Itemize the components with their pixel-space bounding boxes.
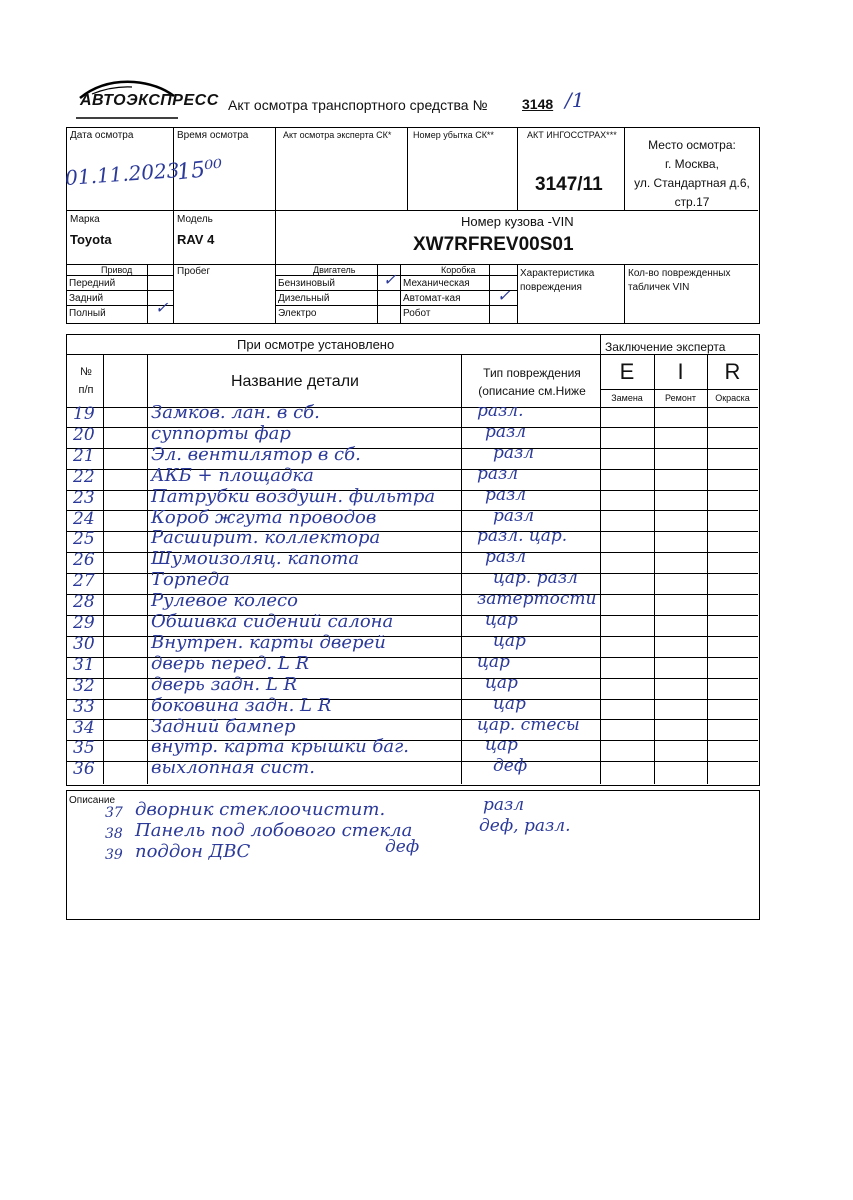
date-value: 01.11.2023 (64, 158, 181, 190)
col-i-header: I (677, 359, 684, 384)
row-number: 25 (73, 529, 95, 550)
damage-type: разл (493, 505, 535, 526)
damage-type: цар (493, 630, 526, 651)
row-number: 36 (73, 759, 95, 780)
part-name: Шумоизоляц. капота (151, 548, 360, 570)
damage-type-line-1: Тип повреждения (483, 366, 581, 380)
mileage-label: Пробег (177, 266, 211, 277)
col-r-header: R (724, 359, 741, 384)
damage-type: разл (485, 484, 527, 505)
row-number: 19 (73, 404, 95, 424)
damage-type: затертости (477, 589, 597, 610)
place-city: г. Москва, (665, 157, 719, 171)
part-name: боковина задн. L R (151, 694, 332, 716)
time-label: Время осмотра (177, 130, 249, 141)
damage-char-line-1: Характеристика (520, 268, 595, 279)
damage-type-line-2: (описание см.Ниже (478, 384, 586, 398)
damage-type-header (465, 364, 599, 400)
row-number: 26 (73, 550, 95, 571)
part-name: Торпеда (151, 569, 230, 591)
part-name: Внутрен. карты дверей (151, 631, 386, 653)
part-name: выхлопная сист. (151, 757, 315, 779)
description-line-number: 37 (105, 805, 123, 821)
drive-label: Привод (101, 265, 133, 275)
description-line-type: деф, разл. (479, 816, 571, 836)
date-label: Дата осмотра (70, 130, 134, 141)
part-name-header: Название детали (231, 373, 359, 390)
part-name: Расширит. коллектора (151, 527, 381, 549)
vin-plates-line-1: Кол-во поврежденных (628, 268, 731, 279)
row-number: 31 (73, 654, 95, 675)
document-number: 3148 (522, 96, 554, 112)
part-name: Замков. лан. в сб. (151, 402, 320, 423)
num-label-1: № (80, 366, 92, 378)
part-name: внутр. карта крышки баг. (151, 736, 409, 758)
damage-type: разл (477, 463, 519, 484)
document-title: Акт осмотра транспортного средства № (228, 97, 488, 113)
table-row (67, 756, 758, 783)
row-number: 28 (73, 592, 95, 613)
ingos-label: АКТ ИНГОССТРАХ*** (527, 130, 617, 140)
damage-type: разл (485, 547, 527, 568)
row-number: 20 (73, 424, 95, 445)
place-label: Место осмотра: (648, 138, 736, 152)
vehicle-info-table (66, 127, 760, 324)
description-line-number: 39 (105, 847, 123, 863)
drive-full-check: ✓ (155, 298, 169, 317)
description-line-text: поддон ДВС (135, 841, 251, 862)
description-line-number: 38 (105, 826, 123, 842)
damage-type: цар (485, 672, 518, 693)
part-name: Короб жгута проводов (151, 506, 377, 528)
row-number: 35 (73, 738, 95, 759)
make-value: Toyota (70, 232, 112, 247)
part-name: АКБ + площадка (151, 464, 314, 486)
gearbox-manual-label: Механическая (403, 278, 470, 289)
row-number: 30 (73, 633, 95, 654)
findings-table (66, 334, 760, 786)
damage-type: цар (493, 693, 526, 714)
num-label-2: п/п (78, 384, 94, 396)
row-number: 29 (73, 613, 95, 633)
expert-act-label: Акт осмотра эксперта СК* (283, 130, 392, 140)
description-line-text: дворник стеклоочистит. (135, 799, 386, 820)
engine-label: Двигатель (313, 265, 356, 275)
damage-type: цар. разл (493, 568, 578, 589)
make-label: Марка (70, 214, 100, 225)
description-line-type: разл (483, 795, 525, 815)
row-number: 23 (73, 487, 95, 508)
row-number: 32 (73, 675, 95, 696)
inspection-place (627, 136, 757, 212)
engine-electric-label: Электро (278, 308, 317, 319)
part-name: дверь перед. L R (151, 652, 310, 674)
col-i-sub: Ремонт (665, 393, 696, 403)
row-number: 27 (73, 571, 95, 592)
part-name: суппорты фар (151, 422, 291, 444)
place-street: ул. Стандартная д.6, (634, 176, 750, 190)
col-e-header: E (619, 359, 635, 384)
part-name: дверь задн. L R (151, 673, 298, 695)
damage-type: разл. (477, 401, 524, 421)
gearbox-robot-label: Робот (403, 308, 431, 319)
damage-type: цар (485, 735, 518, 756)
engine-petrol-check: ✓ (383, 270, 397, 289)
damage-type: цар (485, 610, 518, 630)
company-logo-text: АВТОЭКСПРЕСС (80, 92, 219, 109)
engine-petrol-label: Бензиновый (278, 278, 335, 289)
vin-label: Номер кузова -VIN (461, 214, 574, 229)
damage-char-line-2: повреждения (520, 282, 582, 293)
row-number: 24 (73, 508, 95, 529)
damage-type: цар (477, 651, 510, 672)
damage-type: разл. цар. (477, 526, 568, 547)
col-r-sub: Окраска (715, 393, 750, 403)
description-line-text: Панель под лобового стекла (135, 820, 413, 841)
document-number-handwritten: /1 (565, 88, 585, 112)
damage-type: деф (493, 756, 528, 777)
description-line-type: деф (385, 837, 420, 857)
row-number: 33 (73, 696, 95, 717)
part-name: Обшивка сидений салона (151, 611, 394, 632)
gearbox-auto-check: ✓ (497, 286, 511, 305)
drive-full-label: Полный (69, 308, 106, 319)
description-box (66, 790, 760, 920)
vin-plates-label (628, 267, 731, 295)
damage-type: цар. стесы (477, 714, 580, 735)
row-number: 22 (73, 466, 95, 487)
vin-plates-line-2: табличек VIN (628, 282, 690, 293)
engine-diesel-label: Дизельный (278, 293, 330, 304)
place-building: стр.17 (674, 195, 710, 209)
ingos-value: 3147/11 (535, 174, 603, 195)
damage-type: разл (493, 442, 535, 463)
model-label: Модель (177, 214, 213, 225)
damage-characteristic-label (520, 267, 594, 295)
description-label: Описание (69, 795, 116, 806)
conclusion-title: Заключение эксперта (605, 340, 726, 354)
drive-rear-label: Задний (69, 293, 104, 304)
loss-number-label: Номер убытка СК** (413, 130, 494, 140)
vin-value: XW7RFREV00S01 (413, 234, 574, 255)
damage-type: разл (485, 421, 527, 442)
col-e-sub: Замена (611, 393, 643, 403)
gearbox-label: Коробка (441, 265, 476, 275)
findings-title: При осмотре установлено (237, 337, 395, 352)
row-number: 34 (73, 717, 95, 738)
part-name: Эл. вентилятор в сб. (151, 443, 361, 465)
part-name: Задний бампер (151, 715, 296, 737)
model-value: RAV 4 (177, 232, 215, 247)
drive-front-label: Передний (69, 278, 116, 289)
part-name: Рулевое колесо (151, 590, 298, 612)
gearbox-auto-label: Автомат-кая (403, 293, 461, 304)
part-name: Патрубки воздушн. фильтра (151, 485, 436, 507)
row-number: 21 (73, 445, 95, 466)
time-value: 15⁰⁰ (175, 155, 224, 186)
row-number-header (69, 363, 103, 399)
